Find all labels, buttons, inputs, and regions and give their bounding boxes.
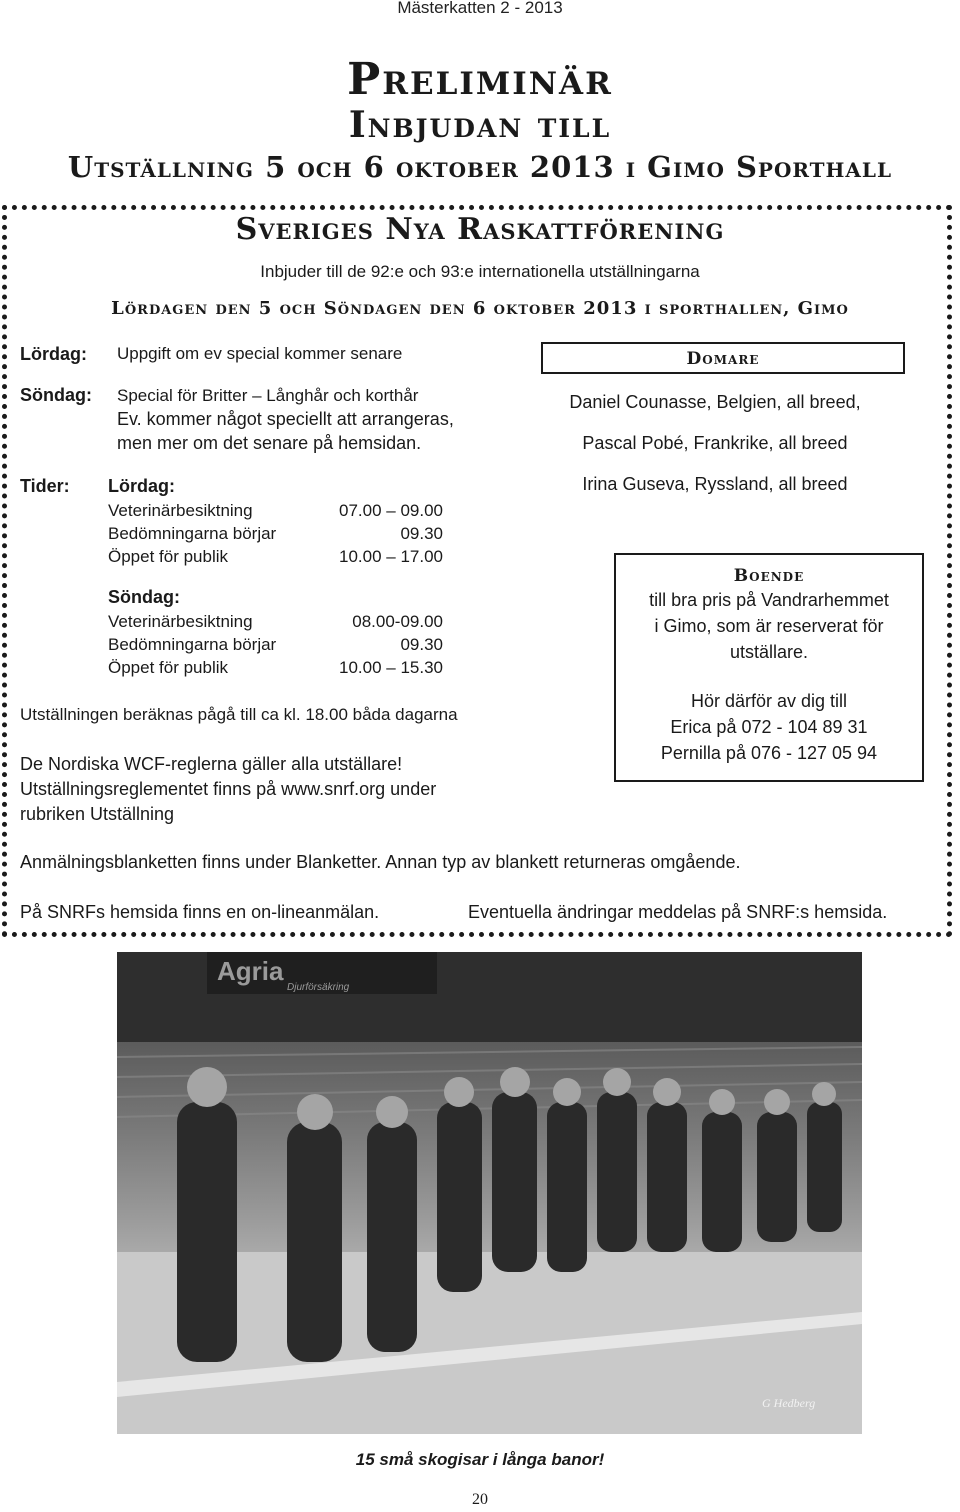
schedule-row-item: Bedömningarna börjar [108, 635, 277, 654]
schedule-row-item: Bedömningarna börjar [108, 524, 277, 543]
photo-scene [117, 952, 862, 1434]
judge-item: Irina Guseva, Ryssland, all breed [582, 474, 848, 494]
organizer-name: Sveriges Nya Raskattförening [235, 212, 725, 247]
title-exhibition: Utställning 5 och 6 oktober 2013 i Gimo Sporthall [67, 150, 893, 184]
judges-heading: Domare [686, 349, 760, 369]
rules-line-2: Utställningsreglementet finns på www.snrf.org under [20, 779, 437, 799]
schedule-sunday-heading: Söndag: [108, 587, 180, 607]
rules-line-1: De Nordiska WCF-reglerna gäller alla utställare! [20, 754, 403, 774]
schedule-row-time: 08.00-09.00 [352, 612, 443, 631]
forms-note: Anmälningsblanketten finns under Blanketter. Annan typ av blankett returneras omgående. [20, 852, 741, 872]
title-preliminary: Preliminär [347, 54, 613, 105]
special-sunday-note-1: Ev. kommer något speciellt att arrangeras, [117, 409, 454, 429]
schedule-row-item: Öppet för publik [108, 658, 229, 677]
magazine-header: Mästerkatten 2 - 2013 [397, 0, 563, 17]
title-invitation: Inbjudan till [348, 104, 612, 146]
changes-note: Eventuella ändringar meddelas på SNRF:s hemsida. [468, 902, 888, 922]
judge-item: Pascal Pobé, Frankrike, all breed [582, 433, 848, 453]
photo-banner-sub: Djurförsäkring [287, 982, 350, 993]
schedule-row-item: Öppet för publik [108, 547, 229, 566]
special-sunday-text: Special för Britter – Långhår och korthår [117, 386, 419, 405]
special-saturday-label: Lördag: [20, 344, 87, 364]
page-number: 20 [472, 1491, 488, 1508]
schedule-row-time: 09.30 [400, 635, 443, 654]
lodging-contact-2: Erica på 072 - 104 89 31 [670, 717, 868, 737]
schedule-row-time: 10.00 – 15.30 [339, 658, 443, 677]
special-sunday-label: Söndag: [20, 385, 92, 405]
schedule-row-item: Veterinärbesiktning [108, 501, 253, 520]
schedule-row-time: 07.00 – 09.00 [339, 501, 443, 520]
exhibition-dates: Lördagen den 5 och Söndagen den 6 oktober 2013 i sporthallen, Gimo [111, 298, 849, 319]
online-note: På SNRFs hemsida finns en on-lineanmälan. [20, 902, 380, 922]
lodging-contact-1: Hör därför av dig till [690, 691, 848, 711]
lodging-line-1: till bra pris på Vandrarhemmet [649, 590, 889, 610]
end-time-note: Utställningen beräknas pågå till ca kl. 18.00 båda dagarna [20, 705, 458, 724]
lodging-heading: Boende [733, 566, 805, 586]
special-sunday-note-2: men mer om det senare på hemsidan. [117, 433, 422, 453]
photo-credit: G Hedberg [762, 1396, 816, 1410]
schedule-row-time: 10.00 – 17.00 [339, 547, 443, 566]
exhibition-photo [117, 952, 862, 1434]
special-saturday-text: Uppgift om ev special kommer senare [117, 344, 403, 363]
judge-item: Daniel Counasse, Belgien, all breed, [569, 392, 861, 412]
photo-caption: 15 små skogisar i långa banor! [355, 1450, 605, 1469]
schedule-label: Tider: [20, 476, 70, 496]
organizer-invite: Inbjuder till de 92:e och 93:e internationella utställningarna [260, 262, 700, 281]
judges-heading-box [541, 342, 905, 374]
photo-banner: Agria [217, 956, 284, 986]
rules-line-3: rubriken Utställning [20, 804, 175, 824]
schedule-row-item: Veterinärbesiktning [108, 612, 253, 631]
lodging-line-2: i Gimo, som är reserverat för [654, 616, 884, 636]
schedule-saturday-heading: Lördag: [108, 476, 175, 496]
lodging-contact-3: Pernilla på 076 - 127 05 94 [660, 743, 878, 763]
lodging-line-3: utställare. [729, 642, 809, 662]
schedule-row-time: 09.30 [400, 524, 443, 543]
